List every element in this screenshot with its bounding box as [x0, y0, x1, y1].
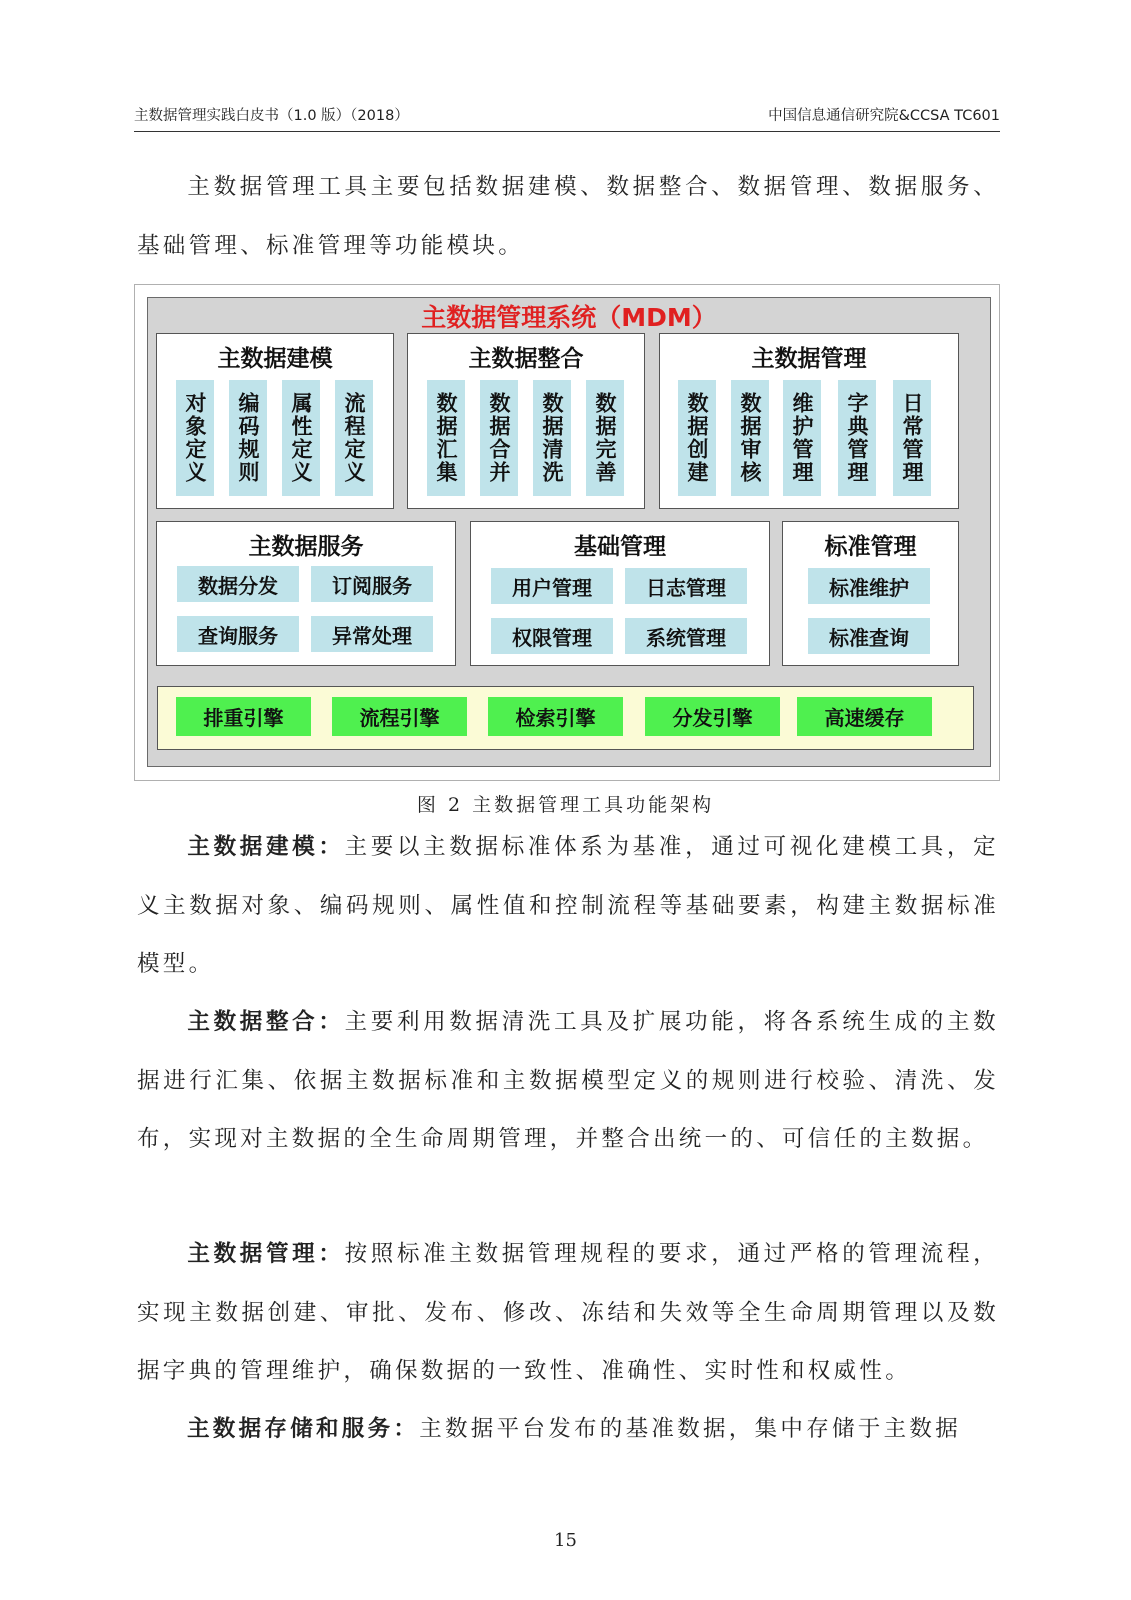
- cell-log-management: 日志管理: [625, 568, 747, 604]
- cell-data-distribution: 数据分发: [177, 566, 299, 602]
- panel-management-title: 主数据管理: [751, 346, 867, 372]
- cell-exception-handling: 异常处理: [311, 616, 433, 652]
- panel-service-title: 主数据服务: [248, 534, 364, 560]
- cell-process-definition: 流程定义: [335, 380, 373, 496]
- engine-search: 检索引擎: [488, 697, 623, 736]
- page-header: [134, 104, 1000, 132]
- page-number: 15: [554, 1530, 577, 1551]
- cell-dictionary-management: 字典管理: [838, 380, 876, 496]
- section-integration-label: 主数据整合：: [187, 1009, 345, 1035]
- panel-basic-title: 基础管理: [574, 534, 666, 560]
- panel-modeling-title: 主数据建模: [217, 346, 333, 372]
- section-integration: [137, 993, 999, 1169]
- section-management-text: 按照标准主数据管理规程的要求，通过严格的管理流程，实现主数据创建、审批、发布、修改、冻结和失效等全生命周期管理以及数据字典的管理维护，确保数据的一致性、准确性、实时性和权威性。: [137, 1241, 999, 1384]
- cell-data-cleansing: 数据清洗: [533, 380, 571, 496]
- engine-cache: 高速缓存: [797, 697, 932, 736]
- cell-data-merge: 数据合并: [480, 380, 518, 496]
- section-modeling-text: 主要以主数据标准体系为基准，通过可视化建模工具，定义主数据对象、编码规则、属性值和控制流程等基础要素，构建主数据标准模型。: [137, 834, 999, 977]
- mdm-system-title: 主数据管理系统（MDM）: [421, 303, 717, 332]
- cell-data-collection: 数据汇集: [427, 380, 465, 496]
- engine-distribution: 分发引擎: [645, 697, 780, 736]
- intro-text: 主数据管理工具主要包括数据建模、数据整合、数据管理、数据服务、基础管理、标准管理等功能模块。: [137, 174, 999, 259]
- cell-data-review: 数据审核: [731, 380, 769, 496]
- header-left-title: 主数据管理实践白皮书（1.0 版）（2018）: [134, 108, 409, 124]
- cell-daily-management: 日常管理: [893, 380, 931, 496]
- section-storage-service: [137, 1400, 999, 1459]
- section-storage-label: 主数据存储和服务：: [187, 1416, 420, 1442]
- intro-paragraph: [137, 158, 999, 275]
- cell-data-completion: 数据完善: [586, 380, 624, 496]
- cell-data-creation: 数据创建: [678, 380, 716, 496]
- cell-object-definition: 对象定义: [176, 380, 214, 496]
- section-storage-text: 主数据平台发布的基准数据，集中存储于主数据: [419, 1416, 962, 1442]
- cell-standard-query: 标准查询: [808, 618, 930, 654]
- cell-maintenance-management: 维护管理: [783, 380, 821, 496]
- header-right-org: 中国信息通信研究院&CCSA TC601: [768, 108, 1000, 124]
- section-modeling: [137, 818, 999, 994]
- cell-attribute-definition: 属性定义: [282, 380, 320, 496]
- cell-subscription-service: 订阅服务: [311, 566, 433, 602]
- panel-integration-title: 主数据整合: [468, 346, 584, 372]
- section-management-label: 主数据管理：: [187, 1241, 345, 1267]
- cell-coding-rules: 编码规则: [229, 380, 267, 496]
- section-management: [137, 1225, 999, 1401]
- section-integration-text: 主要利用数据清洗工具及扩展功能，将各系统生成的主数据进行汇集、依据主数据标准和主数据模型定义的规则进行校验、清洗、发布，实现对主数据的全生命周期管理，并整合出统一的、可信任的主数据。: [137, 1009, 999, 1152]
- engine-workflow: 流程引擎: [332, 697, 467, 736]
- cell-user-management: 用户管理: [491, 568, 613, 604]
- cell-system-management: 系统管理: [625, 618, 747, 654]
- engine-dedup: 排重引擎: [176, 697, 311, 736]
- cell-standard-maintenance: 标准维护: [808, 568, 930, 604]
- cell-query-service: 查询服务: [177, 616, 299, 652]
- figure-caption: 图 2 主数据管理工具功能架构: [416, 794, 715, 816]
- section-modeling-label: 主数据建模：: [187, 834, 345, 860]
- cell-permission-management: 权限管理: [491, 618, 613, 654]
- panel-standard-title: 标准管理: [824, 534, 917, 560]
